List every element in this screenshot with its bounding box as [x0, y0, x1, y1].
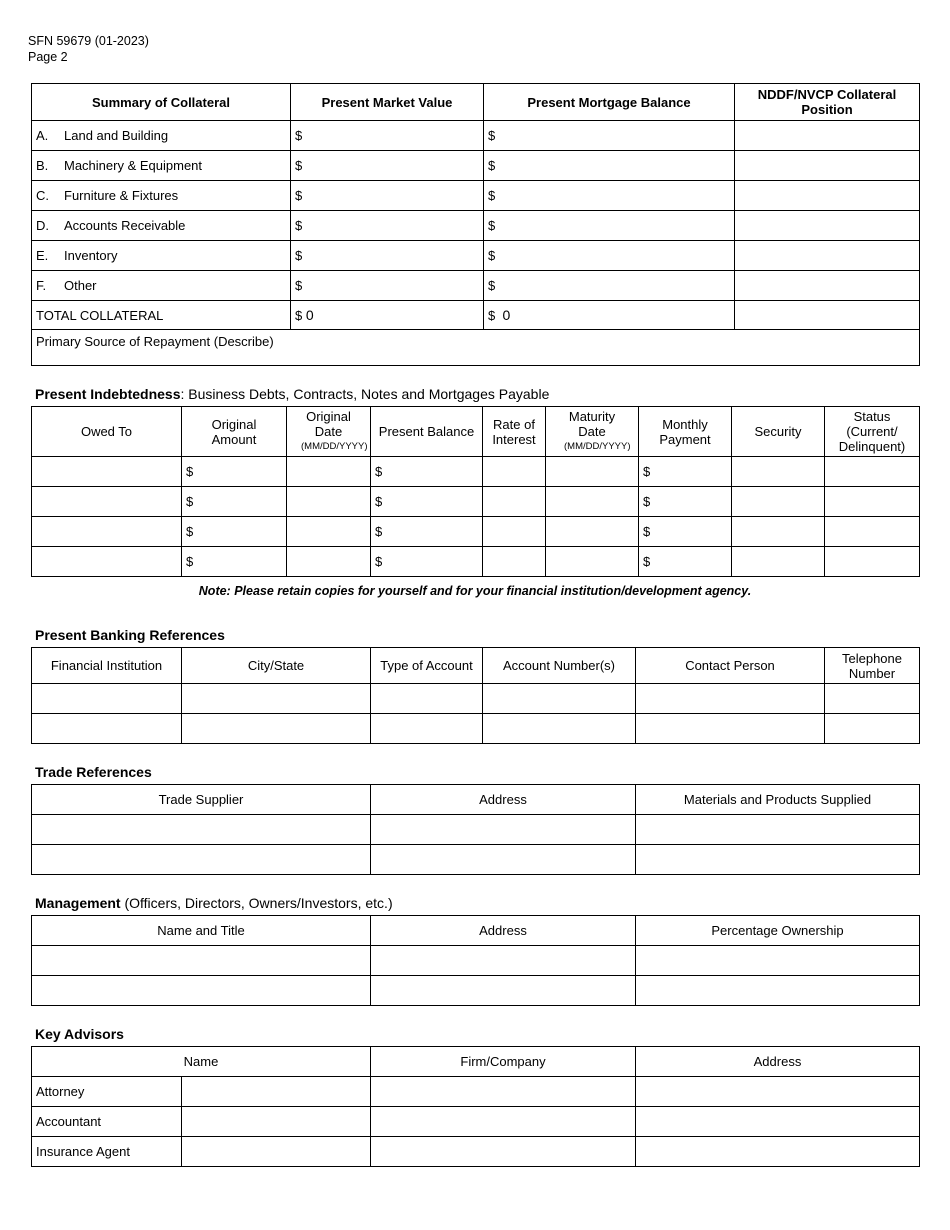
original-date-field[interactable]: [287, 457, 371, 487]
status-field[interactable]: [825, 487, 920, 517]
address-field[interactable]: [371, 845, 636, 875]
rate-field[interactable]: [483, 547, 546, 577]
advisor-name-field[interactable]: [182, 1077, 371, 1107]
col-address: Address: [371, 785, 636, 815]
collateral-position-field[interactable]: [735, 121, 920, 151]
advisor-role: Attorney: [32, 1077, 182, 1107]
row-label: Accounts Receivable: [64, 218, 186, 233]
row-label: Other: [64, 278, 97, 293]
ownership-field[interactable]: [636, 946, 920, 976]
original-date-field[interactable]: [287, 487, 371, 517]
total-mortgage-balance[interactable]: $ 0: [484, 301, 735, 330]
col-address: Address: [371, 916, 636, 946]
name-title-field[interactable]: [32, 976, 371, 1006]
col-materials: Materials and Products Supplied: [636, 785, 920, 815]
original-date-field[interactable]: [287, 547, 371, 577]
col-present-balance: Present Balance: [371, 407, 483, 457]
table-row: E. Inventory $ $: [32, 241, 920, 271]
market-value-field[interactable]: $: [291, 241, 484, 271]
banking-table: [31, 647, 920, 744]
present-balance-field[interactable]: $: [371, 517, 483, 547]
col-trade-supplier: Trade Supplier: [32, 785, 371, 815]
monthly-payment-field[interactable]: $: [639, 517, 732, 547]
institution-field[interactable]: [32, 684, 182, 714]
advisor-role: Accountant: [32, 1107, 182, 1137]
address-field[interactable]: [636, 1137, 920, 1167]
address-field[interactable]: [636, 1077, 920, 1107]
row-label: Land and Building: [64, 128, 169, 143]
advisor-name-field[interactable]: [182, 1137, 371, 1167]
security-field[interactable]: [732, 457, 825, 487]
col-account-type: Type of Account: [371, 648, 483, 684]
mortgage-balance-field[interactable]: $: [484, 181, 735, 211]
original-amount-field[interactable]: $: [182, 487, 287, 517]
col-account-number: Account Number(s): [483, 648, 636, 684]
repayment-field[interactable]: [32, 330, 920, 366]
collateral-position-field[interactable]: [735, 271, 920, 301]
indebtedness-title: Present Indebtedness: Business Debts, Contracts, Notes and Mortgages Payable: [35, 386, 550, 402]
table-row: [32, 487, 920, 517]
trade-title: Trade References: [35, 764, 152, 780]
rate-field[interactable]: [483, 457, 546, 487]
table-row: [32, 457, 920, 487]
market-value-field[interactable]: $: [291, 271, 484, 301]
telephone-field[interactable]: [825, 714, 920, 744]
account-number-field[interactable]: [483, 684, 636, 714]
trade-supplier-field[interactable]: [32, 845, 371, 875]
table-row: [32, 815, 920, 845]
maturity-date-field[interactable]: [546, 457, 639, 487]
security-field[interactable]: [732, 487, 825, 517]
col-security: Security: [732, 407, 825, 457]
table-row: F. Other $ $: [32, 271, 920, 301]
address-field[interactable]: [371, 815, 636, 845]
col-ownership: Percentage Ownership: [636, 916, 920, 946]
account-type-field[interactable]: [371, 714, 483, 744]
page-number: Page 2: [28, 50, 68, 64]
name-title-field[interactable]: [32, 946, 371, 976]
firm-field[interactable]: [371, 1077, 636, 1107]
col-status: Status (Current/ Delinquent): [825, 407, 920, 457]
maturity-date-field[interactable]: [546, 487, 639, 517]
banking-title: Present Banking References: [35, 627, 225, 643]
collateral-position-field[interactable]: [735, 241, 920, 271]
table-row: [32, 547, 920, 577]
table-row: [32, 1077, 920, 1107]
trade-supplier-field[interactable]: [32, 815, 371, 845]
table-row: [32, 845, 920, 875]
institution-field[interactable]: [32, 714, 182, 744]
rate-field[interactable]: [483, 487, 546, 517]
col-summary: Summary of Collateral: [32, 84, 291, 121]
row-label: Inventory: [64, 248, 118, 263]
table-row: D. Accounts Receivable $ $: [32, 211, 920, 241]
form-number: SFN 59679 (01-2023): [28, 34, 149, 48]
present-balance-field[interactable]: $: [371, 547, 483, 577]
management-table: [31, 915, 920, 1006]
original-date-field[interactable]: [287, 517, 371, 547]
firm-field[interactable]: [371, 1107, 636, 1137]
mortgage-balance-field[interactable]: $: [484, 121, 735, 151]
col-maturity-date: Maturity Date (MM/DD/YYYY): [546, 407, 639, 457]
ownership-field[interactable]: [636, 976, 920, 1006]
security-field[interactable]: [732, 517, 825, 547]
table-row: [32, 976, 920, 1006]
account-number-field[interactable]: [483, 714, 636, 744]
advisor-name-field[interactable]: [182, 1107, 371, 1137]
advisors-title: Key Advisors: [35, 1026, 124, 1042]
col-name-title: Name and Title: [32, 916, 371, 946]
table-row: B. Machinery & Equipment $ $: [32, 151, 920, 181]
table-row: [32, 1107, 920, 1137]
security-field[interactable]: [732, 547, 825, 577]
mortgage-balance-field[interactable]: $: [484, 211, 735, 241]
row-label: Machinery & Equipment: [64, 158, 203, 173]
col-collateral-position: NDDF/NVCP Collateral Position: [735, 84, 920, 121]
monthly-payment-field[interactable]: $: [639, 487, 732, 517]
col-firm: Firm/Company: [371, 1047, 636, 1077]
owed-to-field[interactable]: [32, 547, 182, 577]
collateral-table: [31, 83, 920, 366]
table-row: [32, 517, 920, 547]
col-monthly-payment: Monthly Payment: [639, 407, 732, 457]
table-row: C. Furniture & Fixtures $ $: [32, 181, 920, 211]
collateral-position-field[interactable]: [735, 181, 920, 211]
col-market-value: Present Market Value: [291, 84, 484, 121]
market-value-field[interactable]: $: [291, 121, 484, 151]
market-value-field[interactable]: $: [291, 181, 484, 211]
status-field[interactable]: [825, 517, 920, 547]
address-field[interactable]: [636, 1107, 920, 1137]
materials-field[interactable]: [636, 845, 920, 875]
owed-to-field[interactable]: [32, 487, 182, 517]
status-field[interactable]: [825, 547, 920, 577]
total-row: [32, 301, 920, 330]
present-balance-field[interactable]: $: [371, 457, 483, 487]
mortgage-balance-field[interactable]: $: [484, 151, 735, 181]
city-state-field[interactable]: [182, 714, 371, 744]
total-collateral-position[interactable]: [735, 301, 920, 330]
col-rate-of-interest: Rate of Interest: [483, 407, 546, 457]
col-mortgage-balance: Present Mortgage Balance: [484, 84, 735, 121]
owed-to-field[interactable]: [32, 517, 182, 547]
city-state-field[interactable]: [182, 684, 371, 714]
status-field[interactable]: [825, 457, 920, 487]
col-owed-to: Owed To: [32, 407, 182, 457]
table-row: [32, 714, 920, 744]
maturity-date-field[interactable]: [546, 517, 639, 547]
address-field[interactable]: [371, 946, 636, 976]
col-name: Name: [32, 1047, 371, 1077]
table-row: [32, 1137, 920, 1167]
total-market-value[interactable]: $ 0: [291, 301, 484, 330]
indebtedness-table: [31, 406, 920, 577]
monthly-payment-field[interactable]: $: [639, 457, 732, 487]
management-title: Management (Officers, Directors, Owners/Investors, etc.): [35, 895, 393, 911]
market-value-field[interactable]: $: [291, 151, 484, 181]
mortgage-balance-field[interactable]: $: [484, 271, 735, 301]
address-field[interactable]: [371, 976, 636, 1006]
collateral-position-field[interactable]: [735, 151, 920, 181]
retain-copies-note: Note: Please retain copies for yourself and for your financial institution/development agency.: [198, 584, 752, 598]
contact-person-field[interactable]: [636, 684, 825, 714]
owed-to-field[interactable]: [32, 457, 182, 487]
contact-person-field[interactable]: [636, 714, 825, 744]
original-amount-field[interactable]: $: [182, 457, 287, 487]
col-original-date: Original Date (MM/DD/YYYY): [287, 407, 371, 457]
col-city-state: City/State: [182, 648, 371, 684]
form-header: [28, 33, 149, 65]
advisor-role: Insurance Agent: [32, 1137, 182, 1167]
maturity-date-field[interactable]: [546, 547, 639, 577]
col-contact-person: Contact Person: [636, 648, 825, 684]
telephone-field[interactable]: [825, 684, 920, 714]
col-address: Address: [636, 1047, 920, 1077]
table-row: A. Land and Building $ $: [32, 121, 920, 151]
row-label: Furniture & Fixtures: [64, 188, 179, 203]
materials-field[interactable]: [636, 815, 920, 845]
trade-table: [31, 784, 920, 875]
advisors-table: [31, 1046, 920, 1167]
mortgage-balance-field[interactable]: $: [484, 241, 735, 271]
col-original-amount: Original Amount: [182, 407, 287, 457]
repayment-label: Primary Source of Repayment (Describe): [36, 334, 274, 349]
col-financial-institution: Financial Institution: [32, 648, 182, 684]
account-type-field[interactable]: [371, 684, 483, 714]
rate-field[interactable]: [483, 517, 546, 547]
original-amount-field[interactable]: $: [182, 547, 287, 577]
table-row: [32, 946, 920, 976]
col-telephone: Telephone Number: [825, 648, 920, 684]
total-label: TOTAL COLLATERAL: [32, 301, 291, 330]
present-balance-field[interactable]: $: [371, 487, 483, 517]
monthly-payment-field[interactable]: $: [639, 547, 732, 577]
table-row: [32, 684, 920, 714]
original-amount-field[interactable]: $: [182, 517, 287, 547]
firm-field[interactable]: [371, 1137, 636, 1167]
market-value-field[interactable]: $: [291, 211, 484, 241]
collateral-position-field[interactable]: [735, 211, 920, 241]
